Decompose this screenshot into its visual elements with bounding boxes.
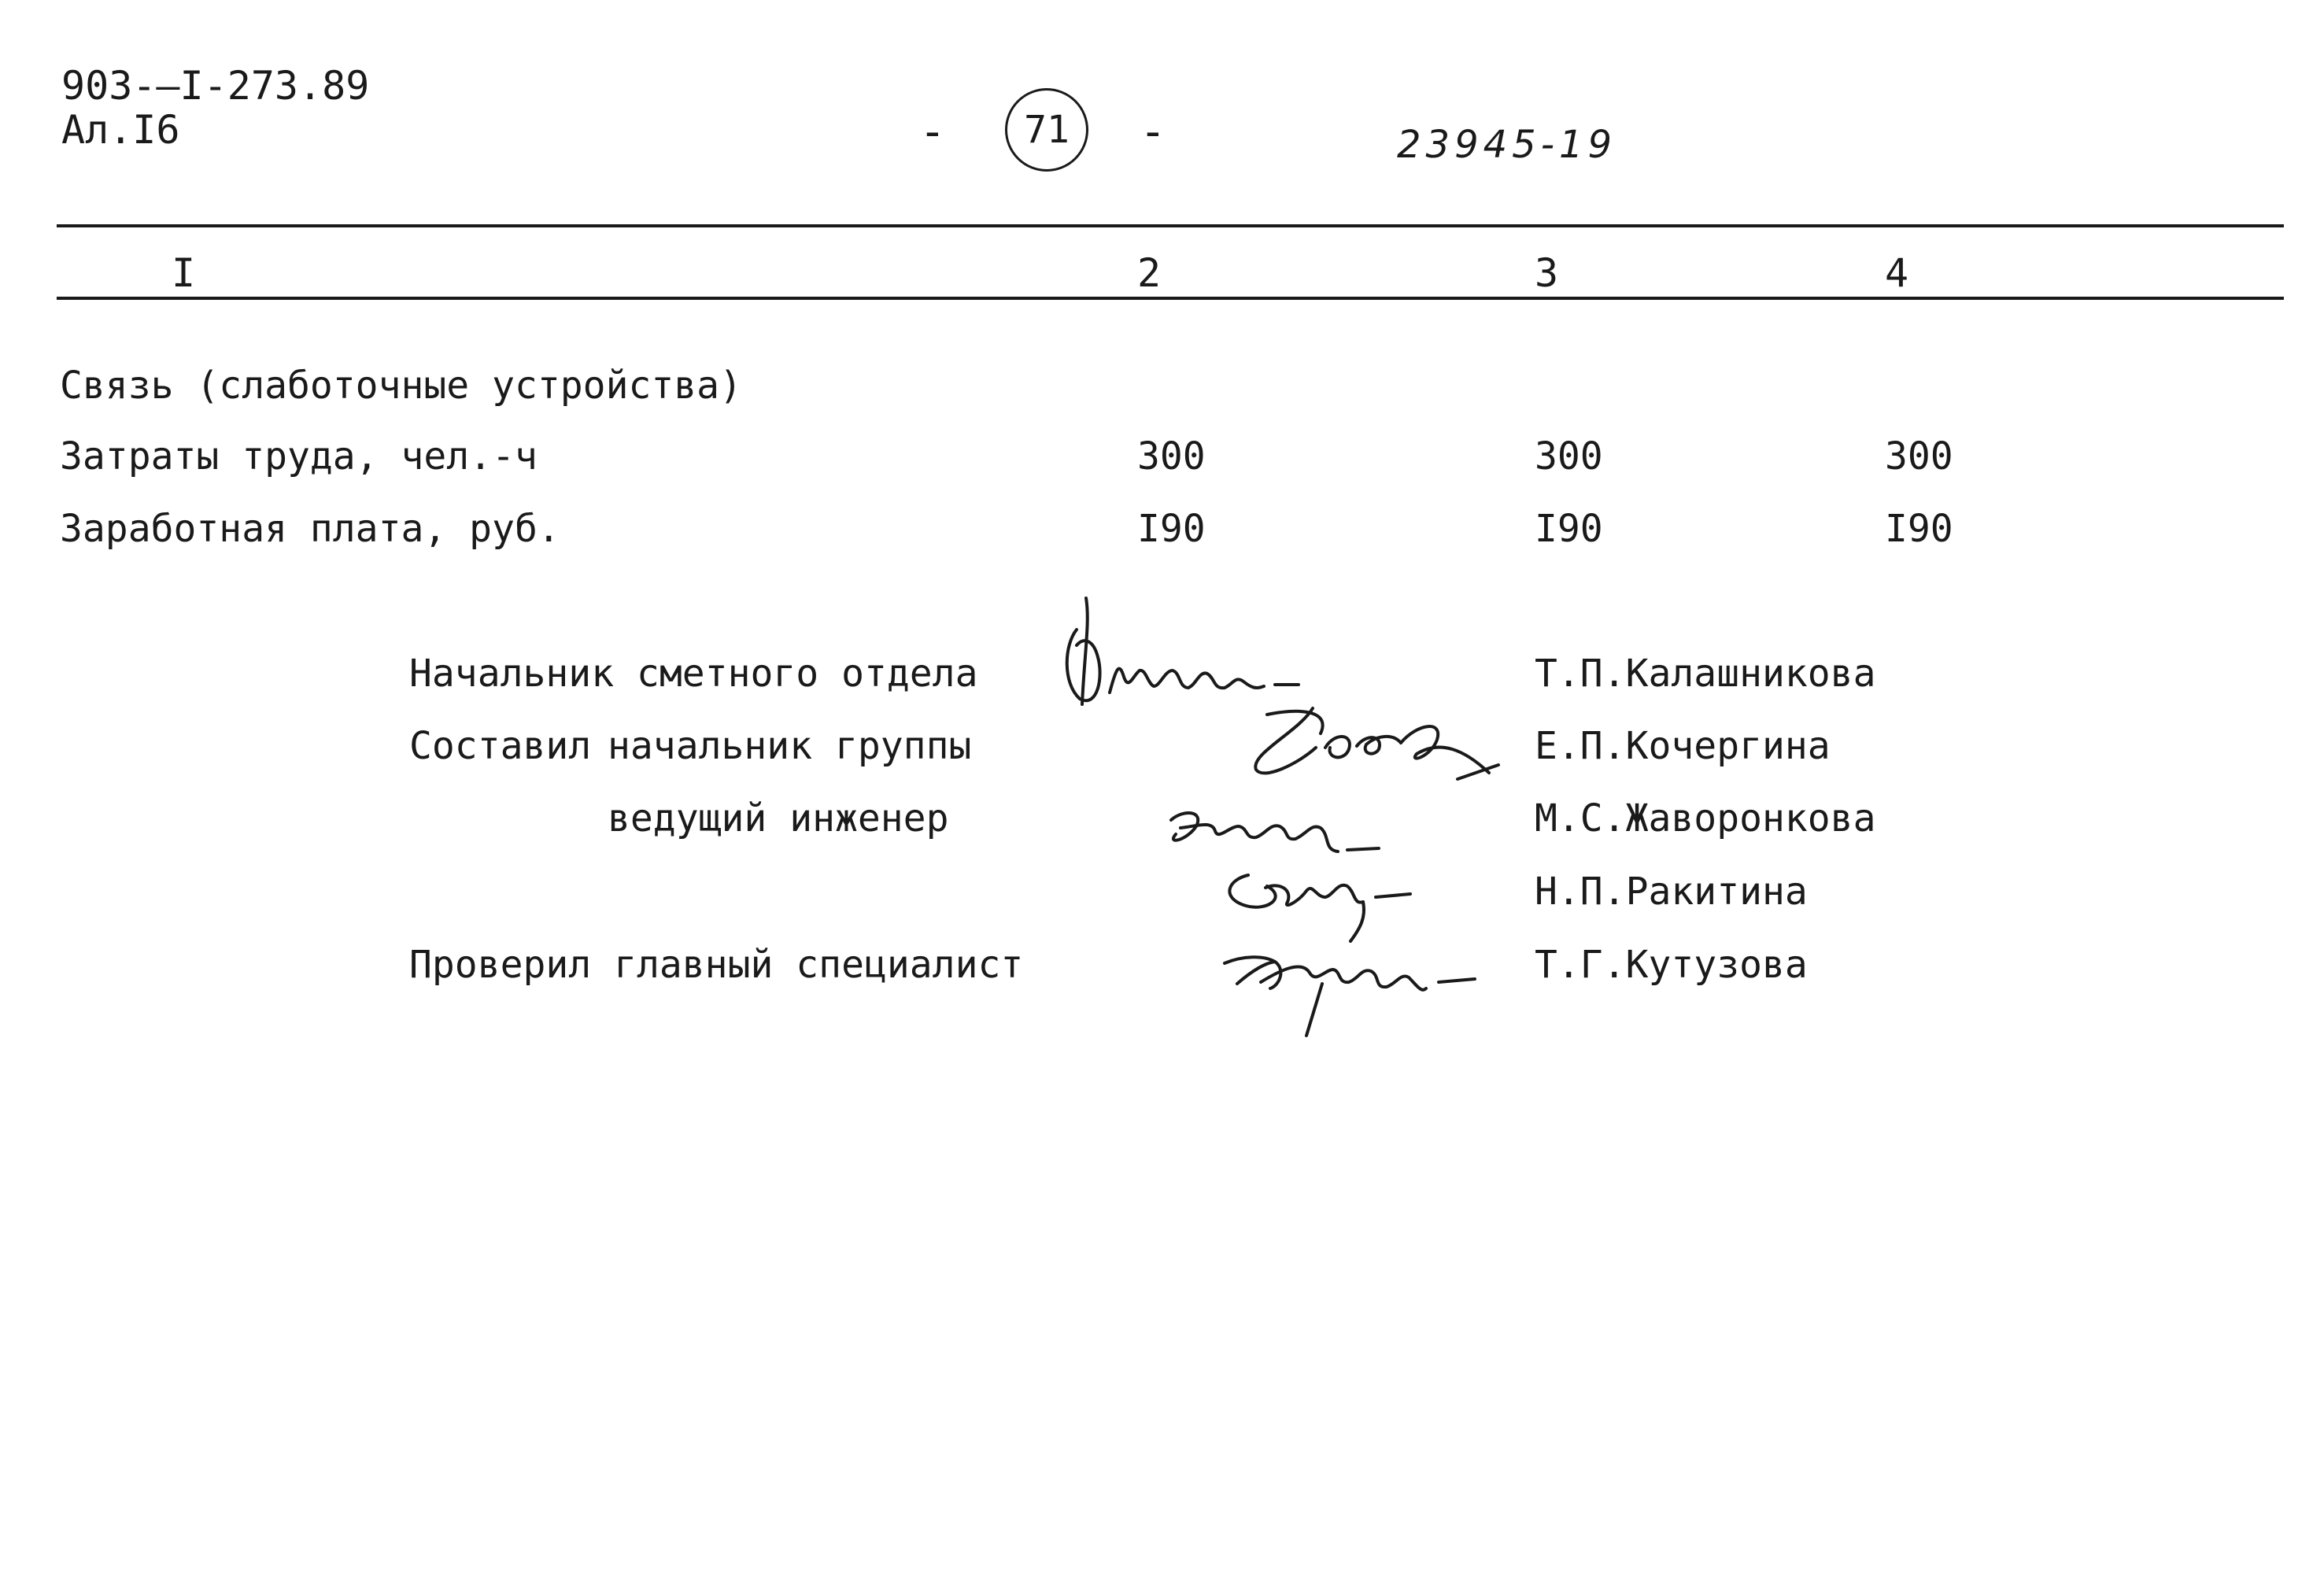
column-number-3: 3 — [1535, 250, 1559, 296]
signature-5 — [1225, 957, 1475, 1036]
head-role: Начальник сметного отдела — [409, 652, 978, 696]
document-code: 903-—I-273.89 — [61, 63, 370, 109]
fourth-name: Н.П.Ракитина — [1535, 870, 1808, 914]
page-dash-left: - — [919, 106, 946, 157]
row-wages-col3: I90 — [1535, 507, 1603, 551]
section-title: Связь (слаботочные устройства) — [60, 364, 742, 408]
row-labor-col3: 300 — [1535, 434, 1603, 478]
checked-name: Т.Г.Кутузова — [1535, 943, 1808, 987]
signature-2 — [1255, 708, 1498, 779]
page-number — [1005, 88, 1088, 172]
signature-3 — [1171, 813, 1379, 851]
signature-4 — [1229, 875, 1410, 941]
compiled-prefix: Составил — [409, 724, 592, 768]
signature-1 — [1067, 598, 1299, 704]
inventory-number: 23945-19 — [1397, 123, 1617, 167]
row-wages-col2: I90 — [1137, 507, 1206, 551]
page-dash-right: - — [1140, 106, 1166, 157]
column-number-2: 2 — [1137, 250, 1162, 296]
group-role: начальник группы — [608, 724, 972, 768]
column-number-4: 4 — [1885, 250, 1909, 296]
group-name: Е.П.Кочергина — [1535, 724, 1831, 768]
table-top-rule — [57, 224, 2284, 227]
page-number-value: 71 — [1024, 108, 1070, 152]
head-name: Т.П.Калашникова — [1535, 652, 1876, 696]
row-labor-col4: 300 — [1885, 434, 1953, 478]
table-header-rule — [57, 297, 2284, 300]
column-number-1: I — [172, 250, 196, 296]
row-wages-col4: I90 — [1885, 507, 1953, 551]
engineer-name: М.С.Жаворонкова — [1535, 796, 1876, 840]
engineer-role: ведущий инженер — [608, 796, 949, 840]
row-label-labor: Затраты труда, чел.-ч — [60, 434, 538, 478]
sheet-number: Ал.I6 — [61, 107, 180, 153]
row-label-wages: Заработная плата, руб. — [60, 507, 560, 551]
row-labor-col2: 300 — [1137, 434, 1206, 478]
checked-role: Проверил главный специалист — [409, 943, 1024, 987]
